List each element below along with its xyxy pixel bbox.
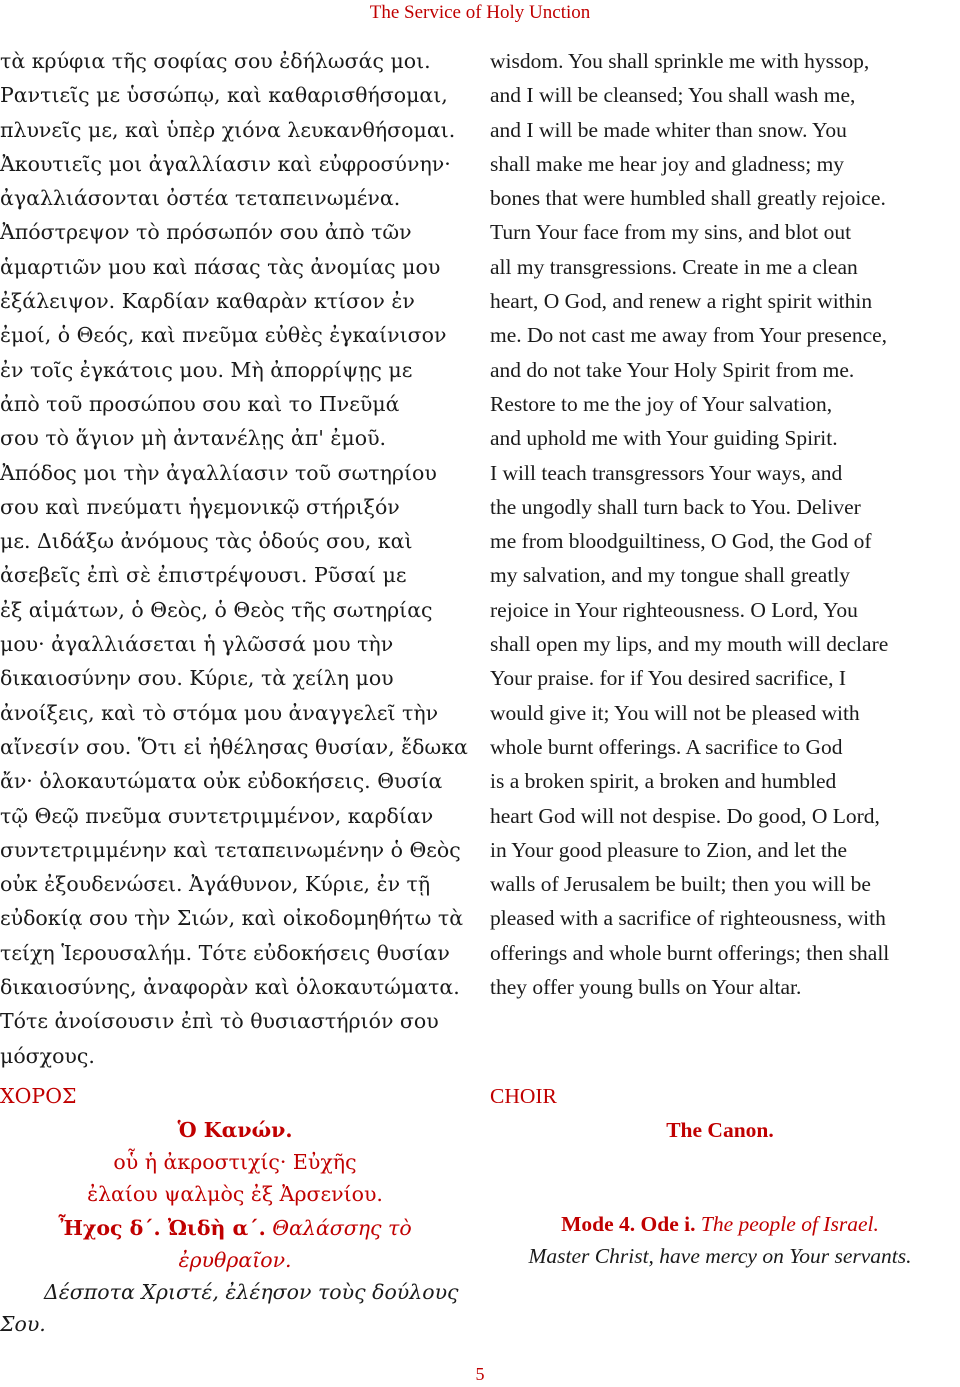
greek-text-line: ἄν· ὁλοκαυτώματα οὐκ εὐδοκήσεις. Θυσία — [0, 769, 443, 794]
english-text-line: is a broken spirit, a broken and humbled — [490, 769, 837, 794]
english-text-line: me. Do not cast me away from Your presence, — [490, 323, 888, 348]
greek-text-line: ἐν τοῖς ἐγκάτοις μου. Μὴ ἀπορρίψῃς με — [0, 357, 413, 382]
english-text-line: they offer young bulls on Your altar. — [490, 975, 802, 1000]
greek-text-line: ἐξάλειψον. Καρδίαν καθαρὰν κτίσον ἐν — [0, 289, 415, 314]
english-refrain: Master Christ, have mercy on Your servants. — [528, 1244, 912, 1268]
greek-text-line: με. Διδάξω ἀνόμους τὰς ὁδούς σου, καὶ — [0, 529, 413, 554]
english-text-line: would give it; You will not be pleased with — [490, 700, 860, 725]
greek-text-line: τῷ Θεῷ πνεῦμα συντετριμμένον, καρδίαν — [0, 803, 434, 828]
greek-refrain-line-1: Δέσποτα Χριστέ, ἐλέησον τοὺς δούλους — [44, 1280, 459, 1304]
greek-text-line: ἐμοί, ὁ Θεός, καὶ πνεῦμα εὐθὲς ἐγκαίνισον — [0, 323, 447, 348]
greek-text-line: οὐκ ἐξουδενώσει. Ἀγάθυνον, Κύριε, ἐν τῇ — [0, 872, 431, 897]
greek-text-line: ἀπὸ τοῦ προσώπου σου καὶ το Πνεῦμά — [0, 391, 400, 416]
english-text-line: Restore to me the joy of Your salvation, — [490, 391, 833, 416]
greek-mode-line — [0, 1210, 470, 1276]
english-mode-line — [490, 1206, 960, 1240]
english-text-line: my salvation, and my tongue shall greatly — [490, 563, 851, 588]
greek-text-line: τὰ κρύφια τῆς σοφίας σου ἐδήλωσάς μοι. — [0, 49, 431, 73]
english-text-line: Turn Your face from my sins, and blot out — [490, 220, 852, 245]
english-text-line: bones that were humbled shall greatly rejoice. — [490, 186, 886, 211]
greek-choir-label: ΧΟΡΟΣ — [0, 1084, 77, 1108]
greek-canon-title: Ὁ Κανών. — [177, 1118, 293, 1142]
greek-text-line: Ραντιεῖς με ὑσσώπῳ, καὶ καθαρισθήσομαι, — [0, 83, 448, 108]
english-text-line: heart, O God, and renew a right spirit within — [490, 289, 873, 314]
english-text-line: wisdom. You shall sprinkle me with hyssop, — [490, 49, 870, 73]
greek-text-line: σου τὸ ἅγιον μὴ ἀντανέλῃς ἀπ' ἐμοῦ. — [0, 426, 387, 451]
english-text-line: the ungodly shall turn back to You. Deliver — [490, 494, 861, 519]
english-text-line: heart God will not despise. Do good, O Lord, — [490, 803, 880, 828]
greek-text-line: τείχη Ἱερουσαλήμ. Τότε εὐδοκήσεις θυσίαν — [0, 940, 450, 965]
greek-heirmos: Θαλάσσης τὸ ἐρυθραῖον. — [178, 1216, 412, 1272]
greek-text-line: πλυνεῖς με, καὶ ὑπὲρ χιόνα λευκανθήσομαι. — [0, 117, 456, 142]
english-text-line: and do not take Your Holy Spirit from me. — [490, 357, 855, 382]
english-text-line: I will teach transgressors Your ways, and — [490, 460, 843, 485]
english-text-line: whole burnt offerings. A sacrifice to God — [490, 734, 843, 759]
english-text-line: offerings and whole burnt offerings; then shall — [490, 940, 890, 965]
english-canon-block — [490, 1080, 960, 1272]
greek-text-line: δικαιοσύνης, ἀναφορὰν καὶ ὁλοκαυτώματα. — [0, 975, 460, 1000]
greek-text-line: Τότε ἀνοίσουσιν ἐπὶ τὸ θυσιαστήριόν σου — [0, 1009, 439, 1034]
greek-text-line: αἴνεσίν σου. Ὅτι εἰ ἠθέλησας θυσίαν, ἔδωκα — [0, 734, 468, 759]
greek-refrain-line-2: Σου. — [0, 1312, 46, 1336]
greek-text-line: Ἀκουτιεῖς μοι ἀγαλλίασιν καὶ εὐφροσύνην· — [0, 151, 451, 176]
greek-text-line: ἁμαρτιῶν μου καὶ πάσας τὰς ἀνομίας μου — [0, 254, 441, 279]
english-text-line: pleased with a sacrifice of righteousness, with — [490, 906, 886, 931]
greek-text-line: σου καὶ πνεύματι ἡγεμονικῷ στήριξόν — [0, 494, 400, 519]
greek-text-line: ἀγαλλιάσονται ὀστέα τεταπεινωμένα. — [0, 186, 401, 211]
english-text-line: walls of Jerusalem be built; then you will be — [490, 872, 871, 897]
running-header: The Service of Holy Unction — [369, 2, 591, 23]
greek-text-line: Ἀπόστρεψον τὸ πρόσωπόν σου ἀπὸ τῶν — [0, 220, 412, 245]
greek-text-line: συντετριμμένην καὶ τεταπεινωμένην ὁ Θεὸς — [0, 837, 461, 862]
english-choir-label: CHOIR — [490, 1084, 557, 1108]
english-canon-title: The Canon. — [666, 1118, 774, 1142]
english-text-line: and uphold me with Your guiding Spirit. — [490, 426, 838, 451]
english-text-line: Your praise. for if You desired sacrifice, I — [490, 666, 847, 691]
english-text-line: all my transgressions. Create in me a clean — [490, 254, 858, 279]
english-text-line: shall open my lips, and my mouth will declare — [490, 632, 889, 657]
english-mode: Mode 4. Ode i. — [561, 1212, 696, 1236]
greek-text-line: εὐδοκίᾳ σου τὴν Σιών, καὶ οἰκοδομηθήτω τὰ — [0, 906, 464, 931]
greek-text-line: δικαιοσύνην σου. Κύριε, τὰ χείλη μου — [0, 666, 394, 691]
greek-text-line: ἀνοίξεις, καὶ τὸ στόμα μου ἀναγγελεῖ τὴν — [0, 700, 439, 725]
greek-text-line: ἀσεβεῖς ἐπὶ σὲ ἐπιστρέψουσι. Ρῦσαί με — [0, 563, 407, 588]
english-psalm-text — [490, 44, 960, 1004]
english-text-line: rejoice in Your righteousness. O Lord, You — [490, 597, 858, 622]
greek-canon-block — [0, 1080, 470, 1340]
english-text-line: me from bloodguiltiness, O God, the God of — [490, 529, 872, 554]
greek-text-line: Ἀπόδος μοι τὴν ἀγαλλίασιν τοῦ σωτηρίου — [0, 460, 437, 485]
greek-text-line: μόσχους. — [0, 1043, 95, 1068]
english-heirmos: The people of Israel. — [700, 1212, 879, 1236]
page-number: 5 — [475, 1364, 485, 1384]
english-text-line: in Your good pleasure to Zion, and let the — [490, 837, 848, 862]
spacer — [490, 1146, 960, 1206]
english-text-line: and I will be made whiter than snow. You — [490, 117, 847, 142]
greek-acrostic-line-1: οὗ ἡ ἀκροστιχίς· Εὐχῆς — [113, 1150, 357, 1174]
greek-text-line: ἐξ αἱμάτων, ὁ Θεὸς, ὁ Θεὸς τῆς σωτηρίας — [0, 597, 433, 622]
greek-psalm-text — [0, 44, 470, 1073]
english-text-line: shall make me hear joy and gladness; my — [490, 151, 845, 176]
greek-acrostic-line-2: ἐλαίου ψαλμὸς ἐξ Ἀρσενίου. — [87, 1182, 383, 1206]
greek-text-line: μου· ἀγαλλιάσεται ἡ γλῶσσά μου τὴν — [0, 632, 394, 657]
greek-mode: Ἦχος δ΄. Ὠιδὴ α΄. — [58, 1216, 266, 1240]
english-text-line: and I will be cleansed; You shall wash me, — [490, 83, 856, 108]
